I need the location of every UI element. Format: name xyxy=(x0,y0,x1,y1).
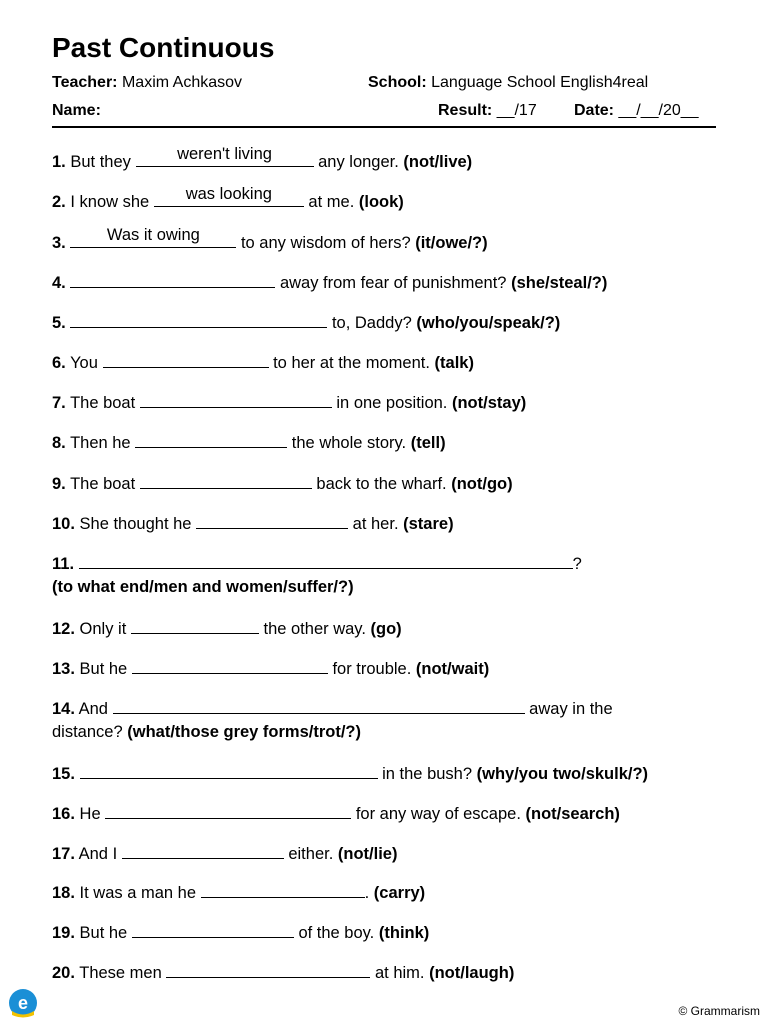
answer-blank[interactable] xyxy=(201,882,365,898)
name-line xyxy=(52,102,101,120)
school-label: School: xyxy=(368,74,427,91)
question-text-before: These men xyxy=(79,964,162,982)
verb-hint: (stare) xyxy=(403,515,454,533)
question-1 xyxy=(52,145,473,172)
question-text-after: at him. xyxy=(374,964,425,982)
question-text-before: You xyxy=(70,354,98,372)
question-11 xyxy=(52,553,582,574)
question-number: 7. xyxy=(52,394,66,412)
header-divider xyxy=(52,126,716,128)
question-number: 2. xyxy=(52,193,66,211)
answer-blank[interactable] xyxy=(166,962,370,978)
verb-hint: (to what end/men and women/suffer/?) xyxy=(52,578,354,596)
question-text-after: in one position. xyxy=(336,394,448,412)
question-text-before: I know she xyxy=(70,193,150,211)
question-number: 1. xyxy=(52,153,66,171)
question-text-before: It was a man he xyxy=(79,884,197,902)
question-14 xyxy=(52,698,613,719)
answer-blank[interactable] xyxy=(70,226,236,248)
question-19 xyxy=(52,922,429,943)
question-20 xyxy=(52,962,514,983)
page-title: Past Continuous xyxy=(52,32,275,63)
question-text-after: . xyxy=(364,884,370,902)
question-11-continued xyxy=(52,577,354,597)
verb-hint: (it/owe/?) xyxy=(415,234,488,252)
answer-blank[interactable] xyxy=(70,272,275,288)
question-text-after: either. xyxy=(288,845,334,863)
verb-hint: (think) xyxy=(378,924,430,942)
question-text-after: away from fear of punishment? xyxy=(279,274,507,292)
question-text-after: the whole story. xyxy=(291,434,407,452)
school-line xyxy=(368,74,648,92)
answer-text: Was it owing xyxy=(106,226,200,244)
question-number: 17. xyxy=(52,845,75,863)
verb-hint: (what/those grey forms/trot/?) xyxy=(127,723,361,741)
verb-hint: (not/laugh) xyxy=(429,964,515,982)
verb-hint: (go) xyxy=(370,620,402,638)
question-text-after: the other way. xyxy=(263,620,366,638)
copyright: © Grammarism xyxy=(678,1004,760,1018)
date-value: __/__/20__ xyxy=(618,102,699,119)
answer-blank[interactable] xyxy=(135,432,287,448)
question-number: 16. xyxy=(52,805,75,823)
verb-hint: (she/steal/?) xyxy=(511,274,608,292)
question-number: 5. xyxy=(52,314,66,332)
question-5 xyxy=(52,312,560,333)
verb-hint: (not/wait) xyxy=(415,660,490,678)
answer-blank[interactable] xyxy=(136,145,314,167)
question-text-after: for any way of escape. xyxy=(355,805,521,823)
question-text-before: The boat xyxy=(70,394,136,412)
verb-hint: (not/lie) xyxy=(337,845,398,863)
answer-blank[interactable] xyxy=(70,312,327,328)
question-text-after: for trouble. xyxy=(332,660,412,678)
question-number: 10. xyxy=(52,515,75,533)
question-text-after: to any wisdom of hers? xyxy=(240,234,411,252)
grammarism-logo-icon xyxy=(8,988,38,1018)
answer-blank[interactable] xyxy=(80,763,378,779)
answer-blank[interactable] xyxy=(131,618,259,634)
question-text-before: But he xyxy=(79,924,128,942)
question-text-after: back to the wharf. xyxy=(316,475,447,493)
answer-blank[interactable] xyxy=(79,553,573,569)
question-number: 19. xyxy=(52,924,75,942)
date-line xyxy=(574,102,699,120)
question-number: 20. xyxy=(52,964,75,982)
question-text-before: But they xyxy=(70,153,131,171)
result-line xyxy=(438,102,537,120)
question-text-before: And xyxy=(78,700,108,718)
question-number: 4. xyxy=(52,274,66,292)
question-number: 12. xyxy=(52,620,75,638)
answer-blank[interactable] xyxy=(132,922,294,938)
verb-hint: (talk) xyxy=(434,354,474,372)
question-13 xyxy=(52,658,489,679)
question-number: 15. xyxy=(52,765,75,783)
question-text-before: Only it xyxy=(79,620,127,638)
question-text-before: Then he xyxy=(70,434,131,452)
answer-blank[interactable] xyxy=(103,352,269,368)
verb-hint: (not/go) xyxy=(451,475,513,493)
answer-blank[interactable] xyxy=(140,473,312,489)
teacher-line xyxy=(52,74,242,92)
question-text-after: at her. xyxy=(352,515,399,533)
date-label: Date: xyxy=(574,102,615,119)
answer-blank[interactable] xyxy=(132,658,328,674)
answer-blank[interactable] xyxy=(140,392,332,408)
question-6 xyxy=(52,352,474,373)
question-8 xyxy=(52,432,446,453)
logo-letter: e xyxy=(17,993,29,1013)
question-text-after: of the boy. xyxy=(298,924,375,942)
question-text-before: And I xyxy=(78,845,118,863)
question-2 xyxy=(52,185,404,212)
verb-hint: (who/you/speak/?) xyxy=(416,314,561,332)
question-text-after: any longer. xyxy=(318,153,399,171)
question-10 xyxy=(52,513,454,534)
verb-hint: (carry) xyxy=(373,884,426,902)
question-18 xyxy=(52,882,425,903)
question-text-before: He xyxy=(79,805,101,823)
question-text-after: ? xyxy=(572,555,582,573)
verb-hint: (not/search) xyxy=(525,805,620,823)
question-text-before: But he xyxy=(79,660,128,678)
question-text-after: to, Daddy? xyxy=(331,314,412,332)
question-text-before: She thought he xyxy=(79,515,192,533)
question-number: 11. xyxy=(52,555,75,573)
verb-hint: (tell) xyxy=(410,434,446,452)
question-number: 8. xyxy=(52,434,66,452)
question-text-after: away in the xyxy=(529,700,613,718)
answer-blank[interactable] xyxy=(196,513,348,529)
question-4 xyxy=(52,272,607,293)
question-12 xyxy=(52,618,402,639)
question-text-after: to her at the moment. xyxy=(273,354,430,372)
question-15 xyxy=(52,763,648,784)
question-number: 9. xyxy=(52,475,66,493)
verb-hint: (why/you two/skulk/?) xyxy=(476,765,649,783)
verb-hint: (look) xyxy=(358,193,404,211)
question-text-before: The boat xyxy=(70,475,136,493)
question-16 xyxy=(52,803,620,824)
question-number: 18. xyxy=(52,884,75,902)
question-17 xyxy=(52,843,397,864)
answer-text: was looking xyxy=(185,185,272,203)
answer-blank[interactable] xyxy=(113,698,525,714)
school-value: Language School English4real xyxy=(431,74,649,91)
result-value: __/17 xyxy=(496,102,537,119)
question-number: 3. xyxy=(52,234,66,252)
answer-blank[interactable] xyxy=(122,843,284,859)
question-3 xyxy=(52,226,488,253)
answer-text: weren't living xyxy=(177,145,272,163)
name-label: Name: xyxy=(52,102,101,119)
question-number: 6. xyxy=(52,354,66,372)
answer-blank[interactable] xyxy=(105,803,351,819)
result-label: Result: xyxy=(438,102,493,119)
question-14-continued xyxy=(52,722,361,742)
verb-hint: (not/stay) xyxy=(451,394,527,412)
question-9 xyxy=(52,473,513,494)
question-7 xyxy=(52,392,526,413)
question-text-after: in the bush? xyxy=(382,765,473,783)
teacher-label: Teacher: xyxy=(52,74,118,91)
answer-blank[interactable] xyxy=(154,185,304,207)
question-text-continued: distance? xyxy=(52,723,123,741)
question-number: 13. xyxy=(52,660,75,678)
question-number: 14. xyxy=(52,700,75,718)
verb-hint: (not/live) xyxy=(403,153,473,171)
teacher-value: Maxim Achkasov xyxy=(121,74,243,91)
question-text-after: at me. xyxy=(308,193,355,211)
